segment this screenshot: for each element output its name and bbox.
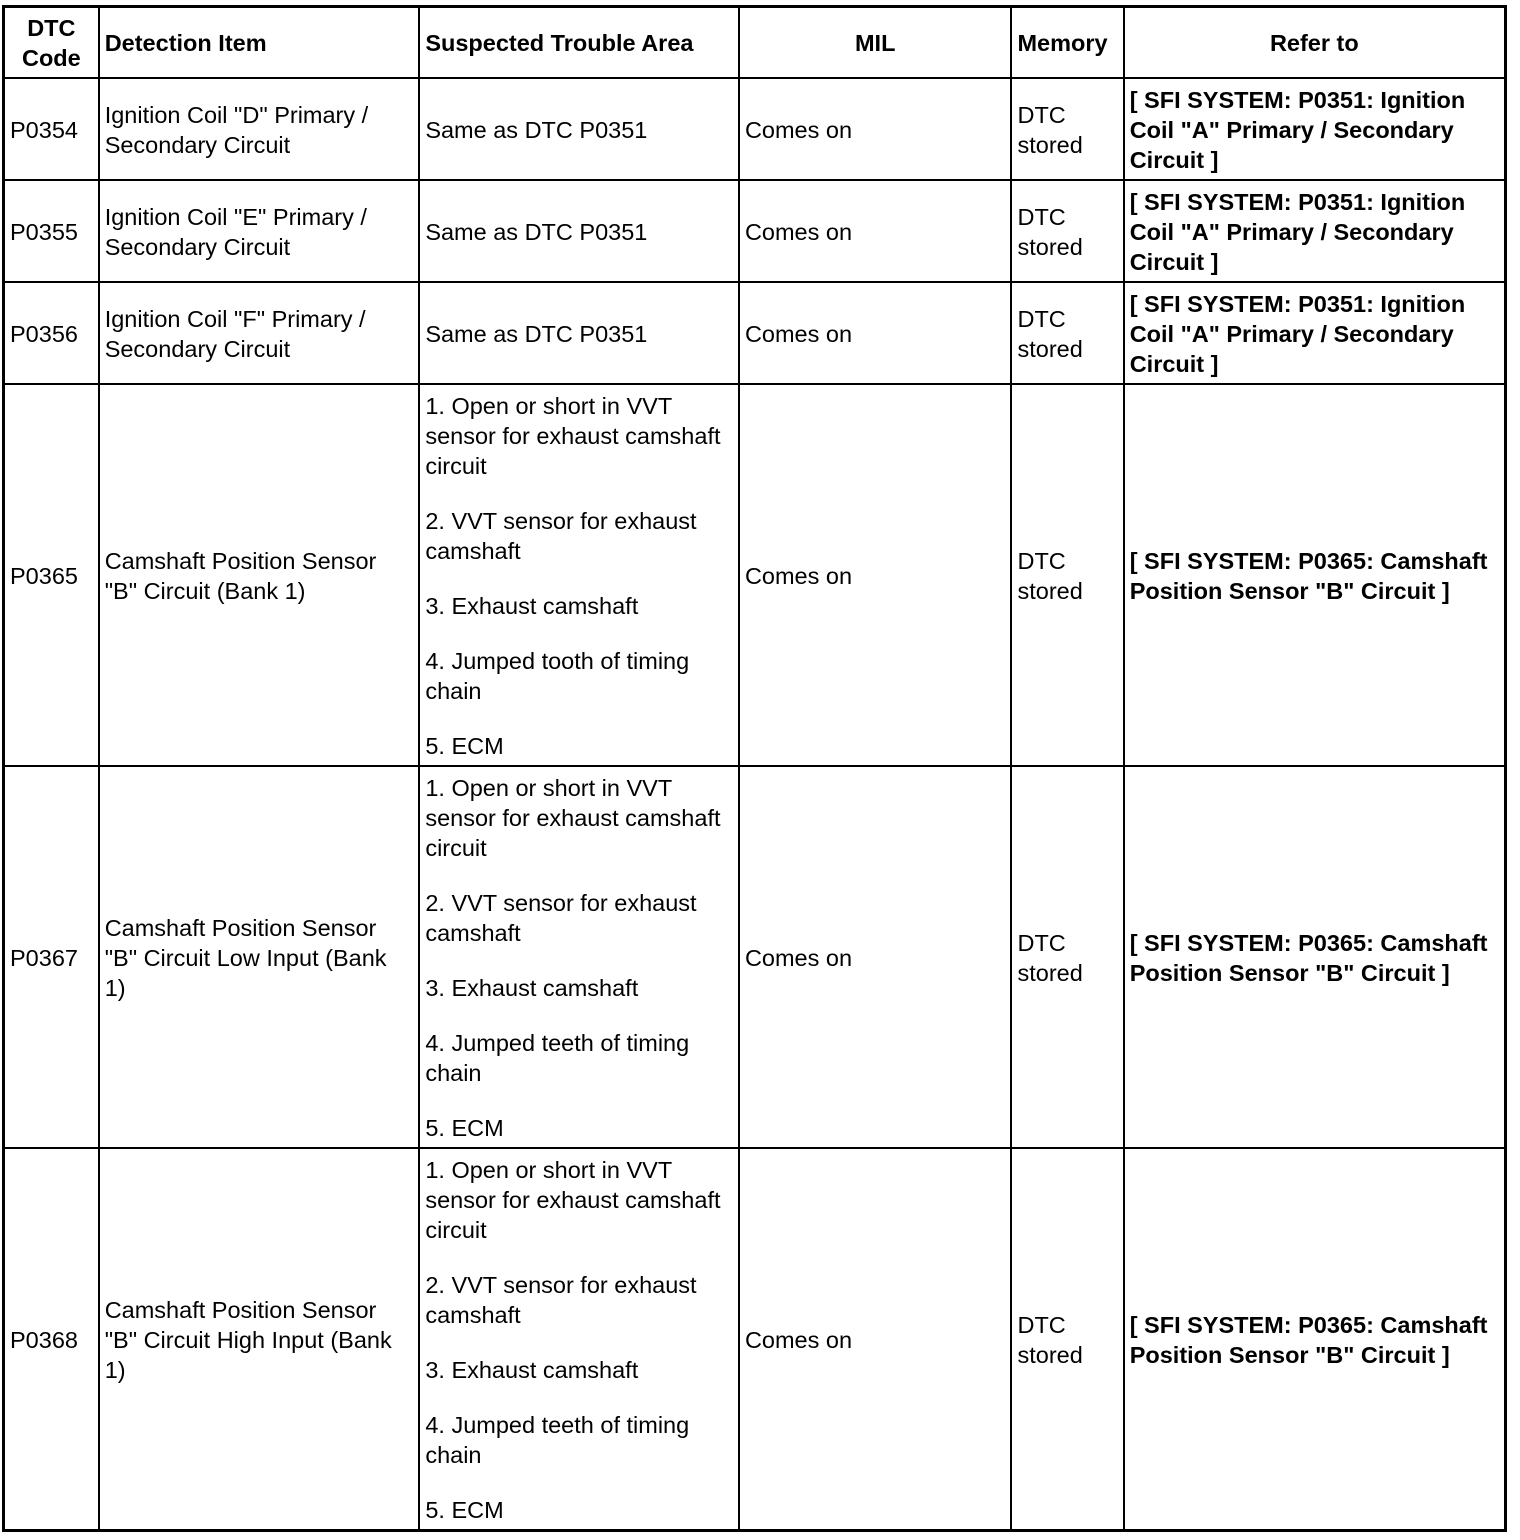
table-row — [4, 1148, 1506, 1531]
memory-cell: DTC stored — [1011, 180, 1123, 282]
memory-cell: DTC stored — [1011, 384, 1123, 766]
table-row — [4, 766, 1506, 1148]
trouble-list — [425, 391, 733, 761]
header-detection-item: Detection Item — [99, 7, 420, 79]
detection-item-cell: Camshaft Position Sensor "B" Circuit (Bank 1) — [99, 384, 420, 766]
trouble-list — [425, 319, 733, 349]
dtc-code-cell: P0354 — [4, 78, 99, 180]
trouble-area-cell — [419, 78, 739, 180]
list-item: 1. Open or short in VVT sensor for exhaust camshaft circuit — [425, 393, 721, 479]
table-row — [4, 282, 1506, 384]
dtc-code-cell: P0368 — [4, 1148, 99, 1531]
memory-cell: DTC stored — [1011, 766, 1123, 1148]
list-item: 5. ECM — [425, 1115, 504, 1141]
refer-to-link[interactable]: [ SFI SYSTEM: P0365: Camshaft Position Sensor "B" Circuit ] — [1124, 766, 1506, 1148]
list-item: 5. ECM — [425, 733, 504, 759]
trouble-list — [425, 1155, 733, 1525]
dtc-code-cell: P0367 — [4, 766, 99, 1148]
mil-cell: Comes on — [739, 282, 1012, 384]
table-row — [4, 180, 1506, 282]
list-item: 1. Open or short in VVT sensor for exhaust camshaft circuit — [425, 775, 721, 861]
list-item: 3. Exhaust camshaft — [425, 1357, 639, 1383]
trouble-area-cell — [419, 180, 739, 282]
refer-to-link[interactable]: [ SFI SYSTEM: P0351: Ignition Coil "A" Primary / Secondary Circuit ] — [1124, 180, 1506, 282]
mil-cell: Comes on — [739, 766, 1012, 1148]
trouble-area-cell — [419, 1148, 739, 1531]
table-row — [4, 384, 1506, 766]
dtc-code-cell: P0355 — [4, 180, 99, 282]
refer-to-link[interactable]: [ SFI SYSTEM: P0351: Ignition Coil "A" Primary / Secondary Circuit ] — [1124, 78, 1506, 180]
header-memory: Memory — [1011, 7, 1123, 79]
mil-cell: Comes on — [739, 384, 1012, 766]
detection-item-cell: Ignition Coil "F" Primary / Secondary Circuit — [99, 282, 420, 384]
dtc-code-cell: P0356 — [4, 282, 99, 384]
list-item: 3. Exhaust camshaft — [425, 975, 639, 1001]
list-item: 4. Jumped tooth of timing chain — [425, 648, 690, 704]
refer-to-link[interactable]: [ SFI SYSTEM: P0365: Camshaft Position Sensor "B" Circuit ] — [1124, 1148, 1506, 1531]
memory-cell: DTC stored — [1011, 282, 1123, 384]
table-row — [4, 78, 1506, 180]
refer-to-link[interactable]: [ SFI SYSTEM: P0351: Ignition Coil "A" Primary / Secondary Circuit ] — [1124, 282, 1506, 384]
header-dtc-code: DTC Code — [4, 7, 99, 79]
list-item: 2. VVT sensor for exhaust camshaft — [425, 1272, 697, 1328]
list-item: 2. VVT sensor for exhaust camshaft — [425, 508, 697, 564]
header-refer-to: Refer to — [1124, 7, 1506, 79]
header-suspected-trouble-area: Suspected Trouble Area — [419, 7, 739, 79]
list-item: 4. Jumped teeth of timing chain — [425, 1412, 690, 1468]
trouble-list — [425, 217, 733, 247]
dtc-code-cell: P0365 — [4, 384, 99, 766]
detection-item-cell: Camshaft Position Sensor "B" Circuit Low Input (Bank 1) — [99, 766, 420, 1148]
refer-to-link[interactable]: [ SFI SYSTEM: P0365: Camshaft Position Sensor "B" Circuit ] — [1124, 384, 1506, 766]
list-item: 2. VVT sensor for exhaust camshaft — [425, 890, 697, 946]
list-item: 4. Jumped teeth of timing chain — [425, 1030, 690, 1086]
memory-cell: DTC stored — [1011, 78, 1123, 180]
trouble-list — [425, 115, 733, 145]
header-row — [4, 7, 1506, 79]
trouble-area-cell — [419, 766, 739, 1148]
list-item: 5. ECM — [425, 1497, 504, 1523]
list-item: 1. Open or short in VVT sensor for exhaust camshaft circuit — [425, 1157, 721, 1243]
list-item: Same as DTC P0351 — [425, 219, 648, 245]
mil-cell: Comes on — [739, 1148, 1012, 1531]
header-mil: MIL — [739, 7, 1012, 79]
detection-item-cell: Ignition Coil "E" Primary / Secondary Circuit — [99, 180, 420, 282]
dtc-table — [2, 5, 1507, 1532]
detection-item-cell: Camshaft Position Sensor "B" Circuit High Input (Bank 1) — [99, 1148, 420, 1531]
trouble-area-cell — [419, 282, 739, 384]
list-item: 3. Exhaust camshaft — [425, 593, 639, 619]
memory-cell: DTC stored — [1011, 1148, 1123, 1531]
list-item: Same as DTC P0351 — [425, 117, 648, 143]
list-item: Same as DTC P0351 — [425, 321, 648, 347]
mil-cell: Comes on — [739, 180, 1012, 282]
detection-item-cell: Ignition Coil "D" Primary / Secondary Circuit — [99, 78, 420, 180]
trouble-list — [425, 773, 733, 1143]
mil-cell: Comes on — [739, 78, 1012, 180]
trouble-area-cell — [419, 384, 739, 766]
